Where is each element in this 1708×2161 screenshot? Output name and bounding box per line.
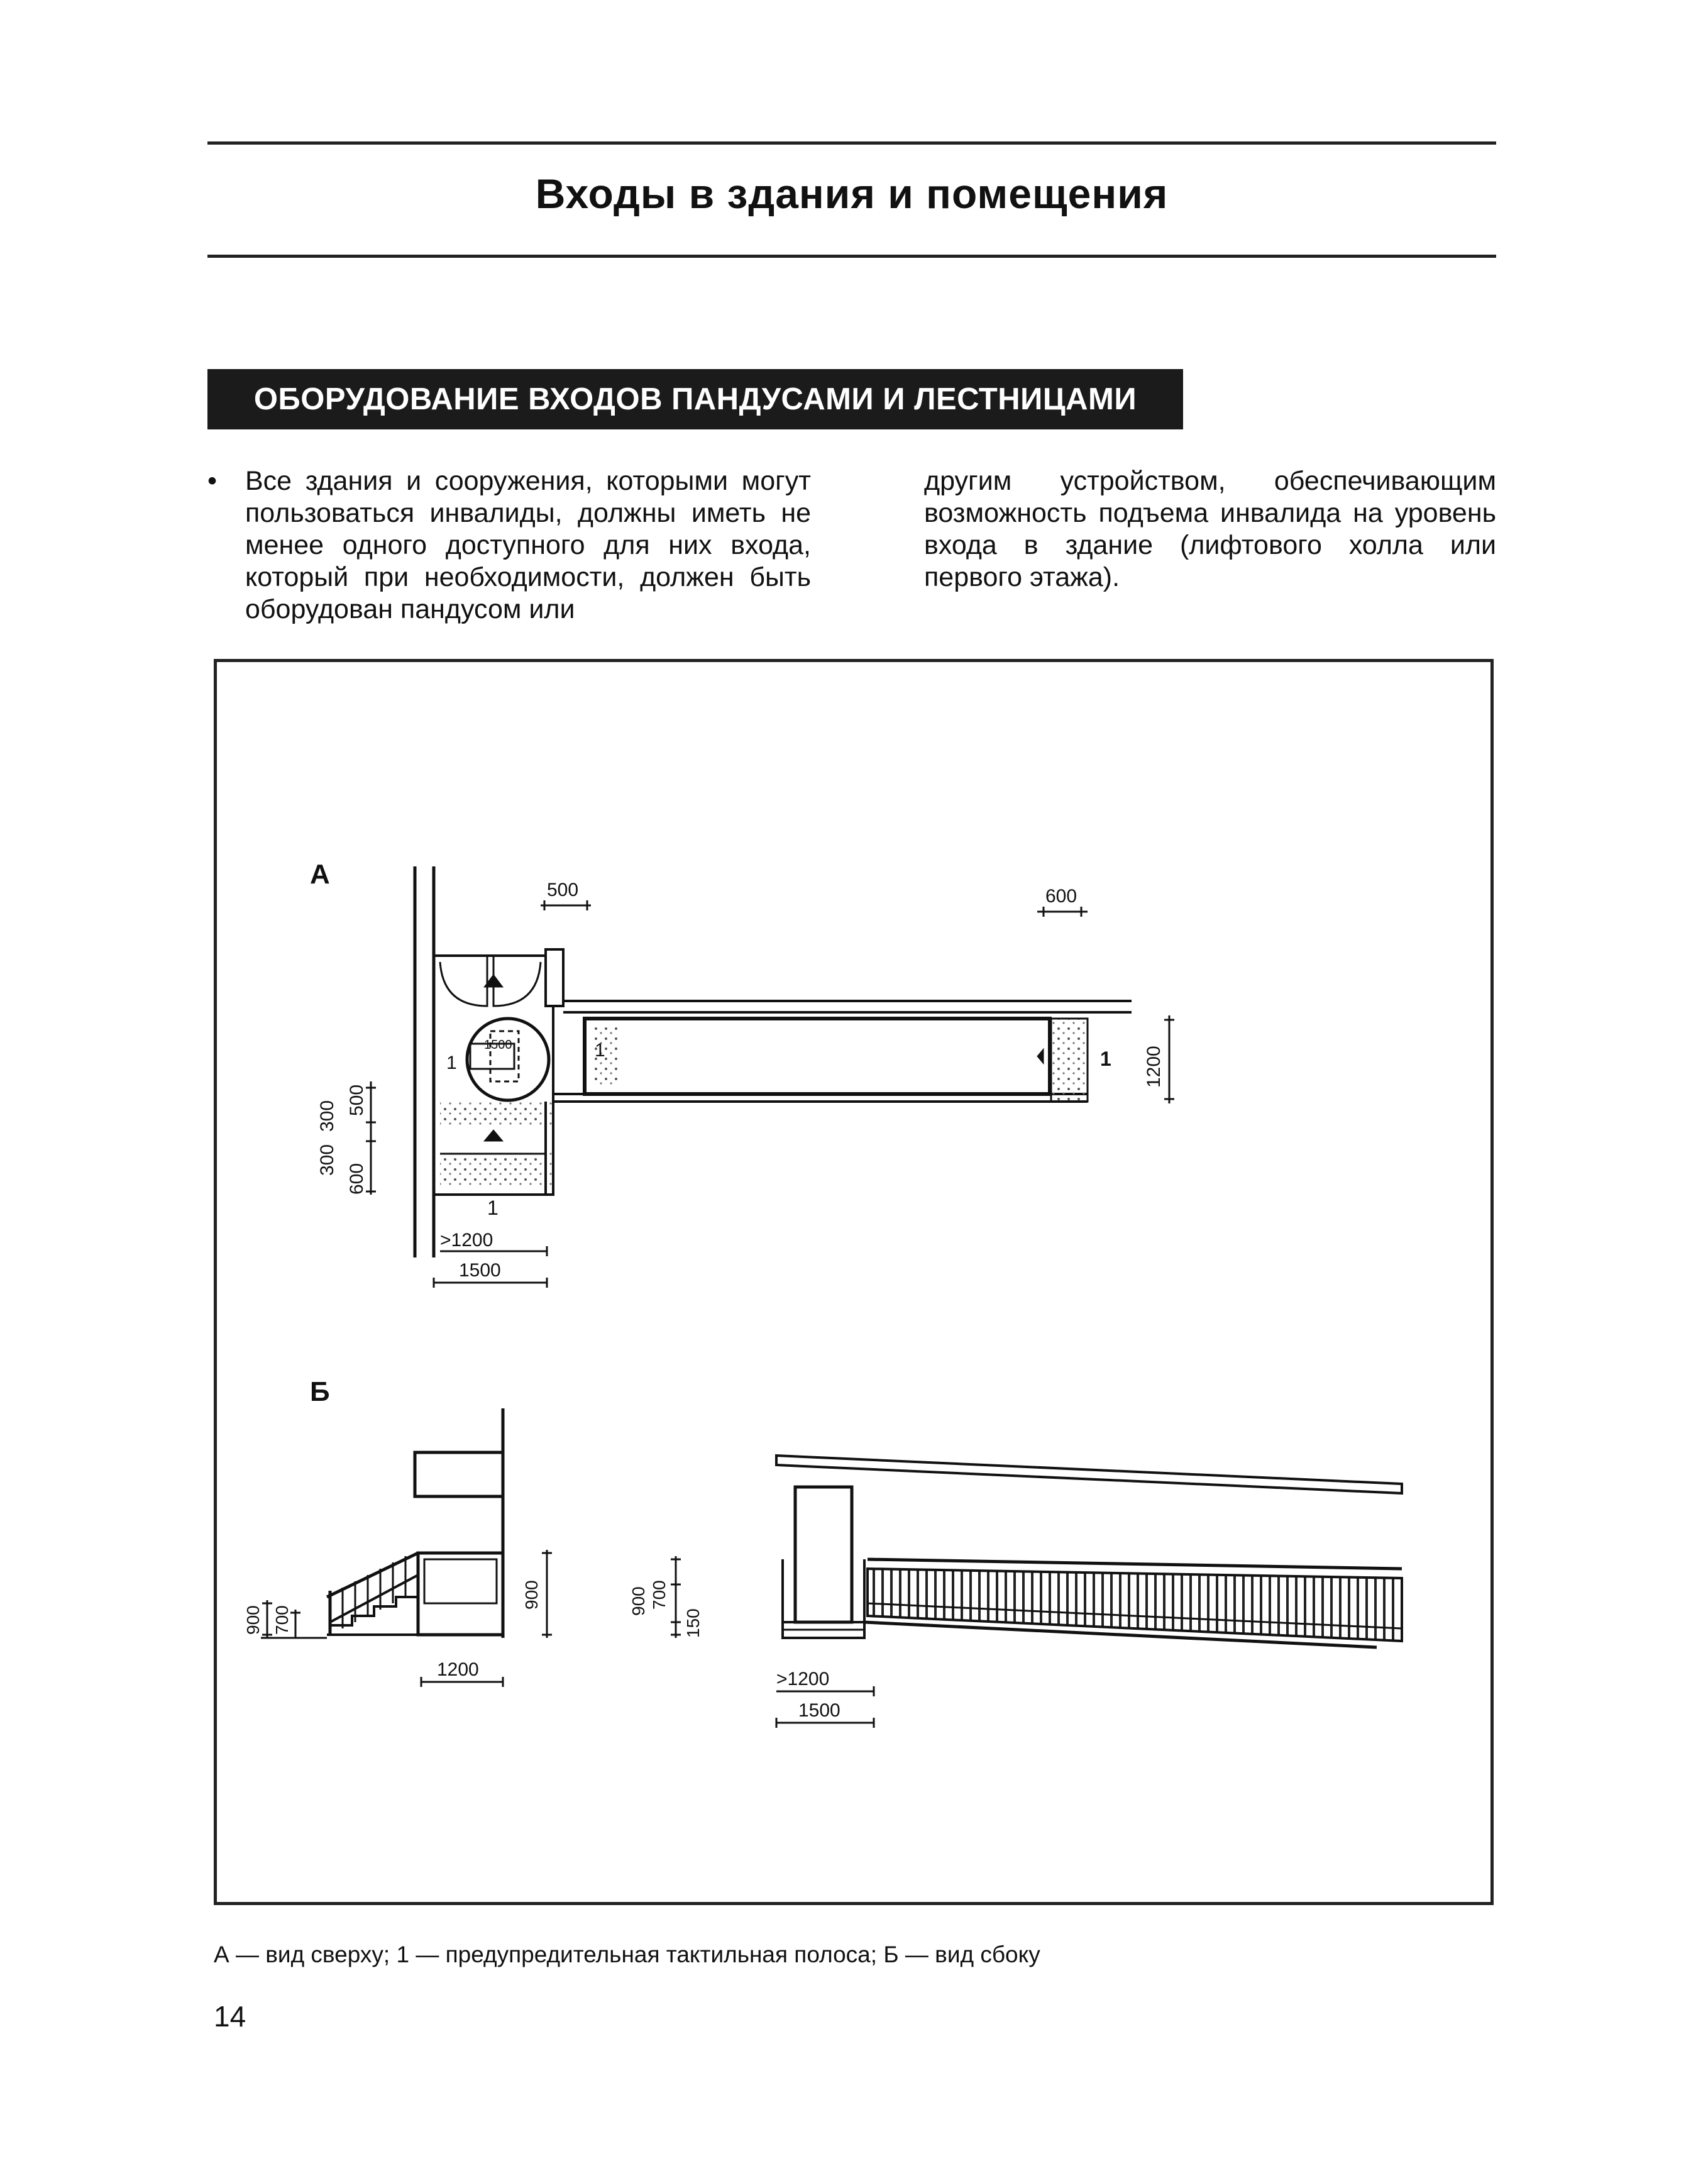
view-b-stairs bbox=[327, 1408, 503, 1638]
dim-turn-circle: 1500 bbox=[484, 1038, 512, 1052]
view-b-ramp-dimensions bbox=[671, 1556, 874, 1728]
ramp-dim-h1: 900 bbox=[629, 1586, 648, 1616]
dim-top-left: 500 bbox=[547, 880, 579, 900]
dim-bottom-outer: 1500 bbox=[459, 1260, 501, 1281]
ramp-dim-bottom-inner: >1200 bbox=[776, 1669, 830, 1689]
view-b-label: Б bbox=[310, 1376, 330, 1407]
dim-left-vertical-2: 300 bbox=[317, 1100, 338, 1132]
ramp-dim-h2: 700 bbox=[649, 1580, 669, 1610]
dim-bottom-inner: >1200 bbox=[440, 1230, 493, 1251]
figure-caption: А — вид сверху; 1 — предупредительная тактильная полоса; Б — вид сбоку bbox=[214, 1942, 1040, 1967]
dim-left-vertical-4: 600 bbox=[346, 1163, 367, 1195]
stair-dim-left-h1: 900 bbox=[243, 1605, 263, 1635]
stair-dim-left-h2: 700 bbox=[272, 1605, 292, 1635]
dim-top-right: 600 bbox=[1045, 886, 1077, 907]
stair-dim-bottom: 1200 bbox=[437, 1659, 479, 1680]
page-number: 14 bbox=[214, 2000, 246, 2033]
list-bullet: • bbox=[207, 466, 218, 496]
ramp-dim-bottom-outer: 1500 bbox=[798, 1700, 840, 1721]
paragraph-left-column: Все здания и сооружения, которыми могут пользоваться инвалиды, должны иметь не менее одного доступного для них входа, который при необходимости, должен быть оборудован пандусом или bbox=[245, 466, 811, 624]
dim-left-vertical-1: 300 bbox=[317, 1144, 338, 1176]
view-a-plan bbox=[415, 866, 1132, 1257]
view-a-label: А bbox=[310, 859, 330, 890]
dim-left-vertical-3: 500 bbox=[346, 1084, 367, 1116]
callout-1-stairs: 1 bbox=[487, 1197, 499, 1219]
dim-right-vertical: 1200 bbox=[1143, 1046, 1164, 1088]
section-heading: ОБОРУДОВАНИЕ ВХОДОВ ПАНДУСАМИ И ЛЕСТНИЦАМИ bbox=[207, 369, 1183, 429]
paragraph-right-column: другим устройством, обеспечивающим возможность подъема инвалида на уровень входа в здание (лифтового холла или первого этажа). bbox=[924, 466, 1496, 592]
callout-1-ramp-end: 1 bbox=[1100, 1047, 1111, 1070]
stair-dim-right-h: 900 bbox=[522, 1580, 541, 1610]
view-b-ramp bbox=[776, 1456, 1402, 1647]
callout-1-ramp-start: 1 bbox=[595, 1040, 605, 1061]
callout-1-landing: 1 bbox=[446, 1053, 457, 1073]
page-title: Входы в здания и помещения bbox=[535, 170, 1169, 217]
ramp-dim-h3: 150 bbox=[683, 1608, 703, 1638]
